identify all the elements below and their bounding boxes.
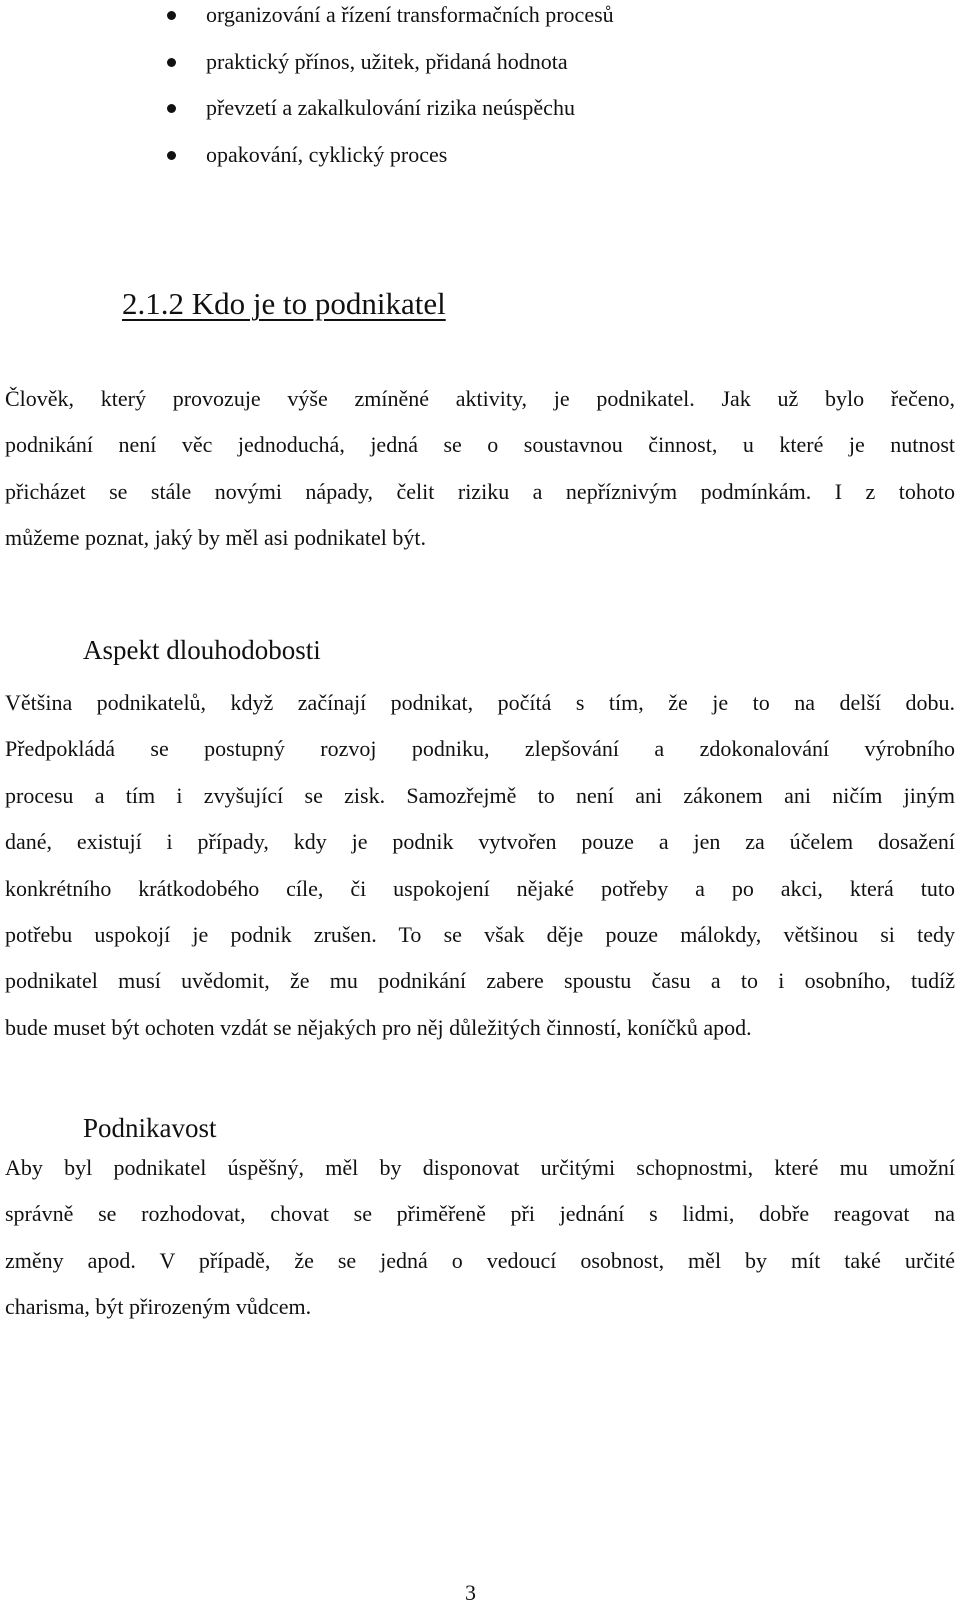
bullet-dot-icon [167, 151, 176, 160]
paragraph-line: můžeme poznat, jaký by měl asi podnikatel být. [5, 525, 426, 551]
paragraph-line: přicházet se stále novými nápady, čelit riziku a nepříznivým podmínkám. I z tohoto [5, 478, 955, 504]
paragraph-line: správně se rozhodovat, chovat se přiměřeně při jednání s lidmi, dobře reagovat na [5, 1201, 955, 1227]
page-number: 3 [465, 1580, 476, 1605]
intro-paragraph [5, 376, 955, 562]
podnikavost-heading: Podnikavost [83, 1113, 217, 1143]
bullet-dot-icon [167, 58, 176, 67]
bullet-dot-icon [167, 11, 176, 20]
aspect-heading: Aspekt dlouhodobosti [83, 635, 321, 665]
aspect-paragraph [5, 680, 955, 1051]
paragraph-line: Člověk, který provozuje výše zmíněné aktivity, je podnikatel. Jak už bylo řečeno, [5, 386, 955, 411]
bullet-text: praktický přínos, užitek, přidaná hodnota [206, 49, 568, 74]
paragraph-line: Aby byl podnikatel úspěšný, měl by disponovat určitými schopnostmi, které mu umožní [5, 1155, 955, 1180]
paragraph-line: potřebu uspokojí je podnik zrušen. To se však děje pouze málokdy, většinou si tedy [5, 922, 955, 948]
paragraph-line: podnikatel musí uvědomit, že mu podnikání zabere spoustu času a to i osobního, tudíž [5, 968, 955, 994]
podnikavost-paragraph [5, 1145, 955, 1331]
bullet-dot-icon [167, 104, 176, 113]
paragraph-line: procesu a tím i zvyšující se zisk. Samozřejmě to není ani zákonem ani ničím jiným [5, 782, 955, 808]
paragraph-line: konkrétního krátkodobého cíle, či uspokojení nějaké potřeby a po akci, která tuto [5, 875, 955, 901]
section-heading: 2.1.2 Kdo je to podnikatel [122, 286, 446, 321]
paragraph-line: bude muset být ochoten vzdát se nějakých pro něj důležitých činností, koníčků apod. [5, 1014, 752, 1040]
paragraph-line: Většina podnikatelů, když začínají podnikat, počítá s tím, že je to na delší dobu. [5, 690, 955, 715]
bullet-text: organizování a řízení transformačních procesů [206, 2, 614, 27]
paragraph-line: charisma, být přirozeným vůdcem. [5, 1294, 312, 1320]
paragraph-line: podnikání není věc jednoduchá, jedná se o soustavnou činnost, u které je nutnost [5, 432, 955, 458]
bullet-text: převzetí a zakalkulování rizika neúspěchu [206, 95, 575, 120]
paragraph-line: změny apod. V případě, že se jedná o vedoucí osobnost, měl by mít také určité [5, 1247, 955, 1273]
paragraph-line: Předpokládá se postupný rozvoj podniku, zlepšování a zdokonalování výrobního [5, 736, 955, 762]
bullet-text: opakování, cyklický proces [206, 142, 448, 167]
paragraph-line: dané, existují i případy, kdy je podnik vytvořen pouze a jen za účelem dosažení [5, 829, 955, 855]
